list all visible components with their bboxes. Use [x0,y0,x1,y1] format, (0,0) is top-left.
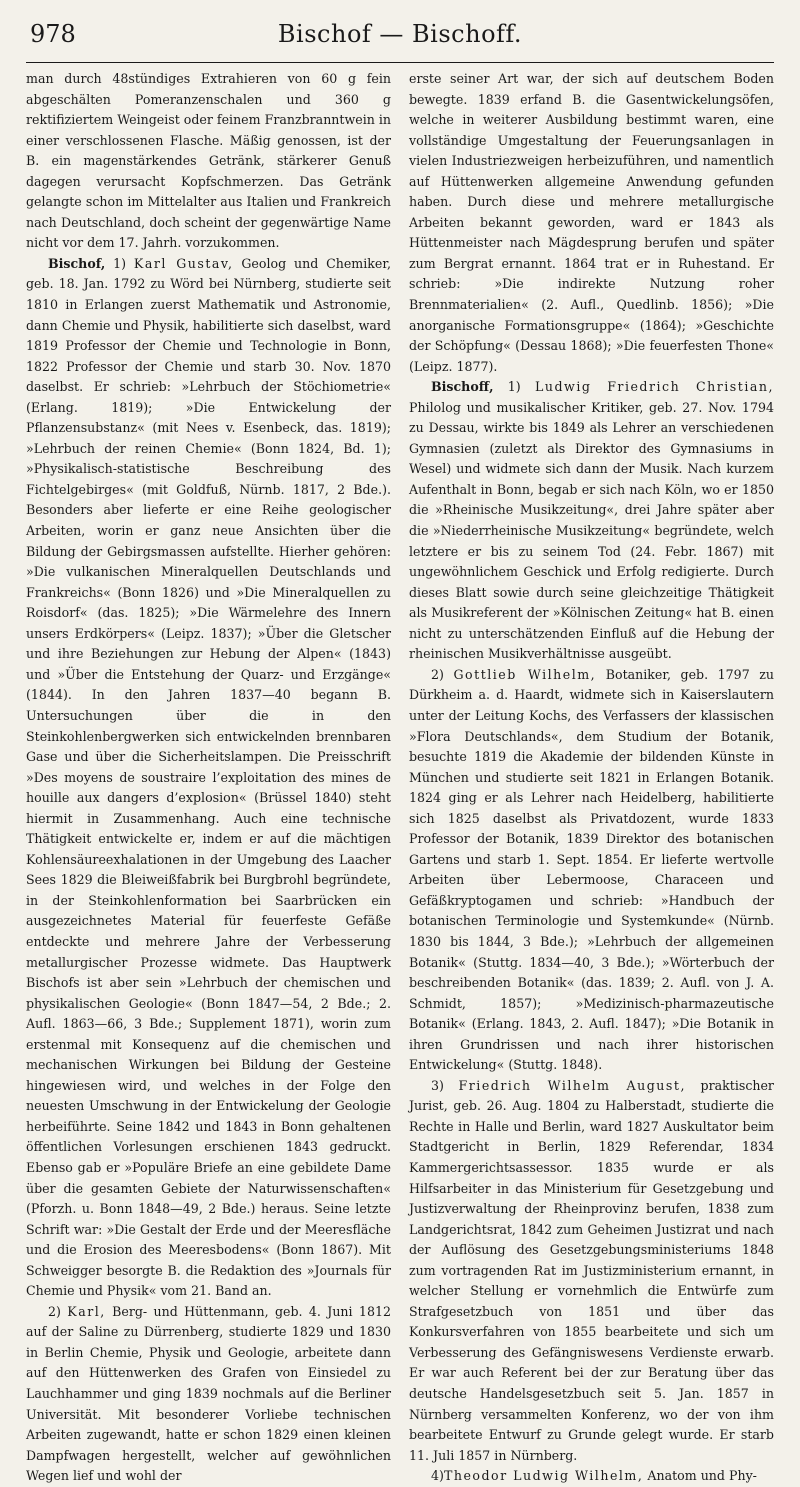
page-number: 978 [30,20,76,48]
person-name: Friedrich Wilhelm August, [458,1077,686,1093]
entry-text: Geolog und Chemiker, geb. 18. Jan. 1792 zu Wörd bei Nürnberg, studierte seit 1810 in Erlangen zuerst Mathematik und Astronomie, dann Chemie und Physik, habilitierte sich daselbst, ward 1819 Professor der Chemie und Technologie in Bonn, 1822 Professor der Chemie und starb 30. Nov. 1870 daselbst. Er schrieb: »Lehrbuch der Stöchiometrie« (Erlang. 1819); »Die Entwickelung der Pflanzensubstanz« (mit Nees v. Esenbeck, das. 1819); »Lehrbuch der reinen Chemie« (Bonn 1824, Bd. 1); »Physikalisch-statistische Beschreibung des Fichtelgebirges« (mit Goldfuß, Nürnb. 1817, 2 Bde.). Besonders aber lieferte er eine Reihe geologischer Arbeiten, worin er ganz neue Ansichten über die Bildung der Gebirgsmassen aufstellte. Hierher gehören: »Die vulkanischen Mineralquellen Deutschlands und Frankreichs« (Bonn 1826) und »Die Mineralquellen zu Roisdorf« (das. 1825); »Die Wärmelehre des Innern unsers Erdkörpers« (Leipz. 1837); »Über die Gletscher und ihre Beziehungen zur Hebung der Alpen« (1843) und »Über die Entstehung der Quarz- und Erzgänge« (1844). In den Jahren 1837—40 begann B. Untersuchungen über die in den Steinkohlenbergwerken sich entwickelnden brennbaren Gase und über die Sicherheitslampen. Die Preisschrift »Des moyens de soustraire l’exploitation des mines de houille aux dangers d’explosion« (Brüssel 1840) steht hiermit in Zusammenhang. Auch eine technische Thätigkeit entwickelte er, indem er auf die mächtigen Kohlensäureexhalationen in der Umgebung des Laacher Sees 1829 die Bleiweißfabrik bei Burgbrohl begründete, in der Steinkohlenformation bei Saarbrücken ein ausgezeichnetes Material für feuerfeste Gefäße entdeckte und mehrere Jahre der Verbesserung metallurgischer Prozesse widmete. Das Hauptwerk Bischofs ist aber sein »Lehrbuch der chemischen und physikalischen Geologie« (Bonn 1847—54, 2 Bde.; 2. Aufl. 1863—66, 3 Bde.; Supplement 1871), worin zum erstenmal mit Konsequenz auf die chemischen und mechanischen Wirkungen bei Bildung der Gesteine hingewiesen wird, und welches in der Folge den neuesten Umschwung in der Entwickelung der Geologie herbeiführte. Seine 1842 und 1843 in Bonn gehaltenen öffentlichen Vorlesungen erschienen 1843 gedruckt. Ebenso gab er »Populäre Briefe an eine gebildete Dame über die gesamten Gebiete der Naturwissenschaften« (Pforzh. u. Bonn 1848—49, 2 Bde.) heraus. Seine letzte Schrift war: »Die Gestalt der Erde und der Meeresfläche und die Erosion des Meeresbodens« (Bonn 1867). Mit Schweigger besorgte B. die Redaktion des »Journals für Chemie und Physik« vom 21. Band an. [26,255,391,1299]
text-columns [26,69,774,1487]
paragraph-text: erste seiner Art war, der sich auf deutschem Boden bewegte. 1839 erfand B. die Gasentwickelungsöfen, welche in weiterer Ausbildung bestimmt waren, eine vollständige Umgestaltung der Feuerungsanlagen in vielen Industriezweigen herbeizuführen, und namentlich auf Hüttenwerken allgemeine Anwendung gefunden haben. Durch diese und mehrere metallurgische Arbeiten bekannt geworden, ward er 1843 als Hüttenmeister nach Mägdesprung berufen und später zum Bergrat ernannt. 1864 trat er in Ruhestand. Er schrieb: »Die indirekte Nutzung roher Brennmaterialien« (2. Aufl., Quedlinb. 1856); »Die anorganische Formationsgruppe« (1864); »Geschichte der Schöpfung« (Dessau 1868); »Die feuerfesten Thone« (Leipz. 1877). [409,71,774,374]
continuation-paragraph [409,69,774,377]
right-column [409,69,774,1487]
entry-number: 2) [48,1303,61,1319]
entry-bischof-1 [26,254,391,1302]
continuation-paragraph [26,69,391,254]
headword: Bischof, [48,255,106,271]
entry-bischof-2 [26,1302,391,1487]
entry-number: 3) [431,1077,444,1093]
page-header [26,16,774,63]
entry-bischoff-1 [409,377,774,665]
entry-number: 1) [507,379,521,395]
person-name: Karl, [67,1303,106,1319]
entry-number: 2) [431,666,444,682]
entry-text: praktischer Jurist, geb. 26. Aug. 1804 zu Halberstadt, studierte die Rechte in Halle und Berlin, ward 1827 Auskultator beim Stadtgericht in Berlin, 1829 Referendar, 1834 Kammergerichtsassessor. 1835 wurde er als Hilfsarbeiter in das Ministerium für Gesetzgebung und Justizverwaltung der Rheinprovinz berufen, 1838 zum Landgerichtsrat, 1842 zum Geheimen Justizrat und nach der Auflösung des Gesetzgebungsministeriums 1848 zum vortragenden Rat im Justizministerium ernannt, in welcher Stellung er vornehmlich die Entwürfe zum Strafgesetzbuch von 1851 und über das Konkursverfahren von 1855 bearbeitete und sich um Verbesserung des Gefängniswesens Verdienste erwarb. Er war auch Referent bei der zur Beratung über das deutsche Handelsgesetzbuch seit 5. Jan. 1857 in Nürnberg versammelten Konferenz, wo der von ihm bearbeitete Entwurf zu Grunde gelegt wurde. Er starb 11. Juli 1857 in Nürnberg. [409,1077,774,1463]
entry-number: 4) [431,1468,444,1484]
paragraph-text: man durch 48stündiges Extrahieren von 60 g fein abgeschälten Pomeranzenschalen und 360 g rektifiziertem Weingeist oder feinem Franzbranntwein in einer verschlossenen Flasche. Mäßig genossen, ist der B. ein magenstärkendes Getränk, stärkerer Genuß dagegen verursacht Kopfschmerzen. Das Getränk gelangte schon im Mittelalter aus Italien und Frankreich nach Deutschland, doch scheint der gegenwärtige Name nicht vor dem 17. Jahrh. vorzukommen. [26,71,391,251]
entry-bischoff-3 [409,1076,774,1466]
entry-text: Philolog und musikalischer Kritiker, geb. 27. Nov. 1794 zu Dessau, wirkte bis 1849 als Lehrer an verschiedenen Gymnasien (zuletzt als Direktor des Gymnasiums in Wesel) und widmete sich dann der Musik. Nach kurzem Aufenthalt in Bonn, begab er sich nach Köln, wo er 1850 die »Rheinische Musikzeitung«, drei Jahre später aber die »Niederrheinische Musikzeitung« begründete, welch letztere er bis zu seinem Tod (24. Febr. 1867) mit ungewöhnlichem Geschick und Erfolg redigierte. Durch dieses Blatt sowie durch seine gleichzeitige Thätigkeit als Musikreferent der »Kölnischen Zeitung« hat B. einen nicht zu unterschätzenden Einfluß auf die Hebung der rheinischen Musikverhältnisse ausgeübt. [409,399,774,662]
person-name: Karl Gustav, [133,255,234,271]
running-head: Bischof — Bischoff. [277,20,523,48]
headword: Bischoff, [431,379,494,395]
entry-text: Anatom und Phy- [647,1468,757,1484]
person-name: Ludwig Friedrich Christian, [535,379,774,395]
person-name: Gottlieb Wilhelm, [453,666,597,682]
entry-bischoff-2 [409,665,774,1076]
entry-number: 1) [113,255,127,271]
person-name: Theodor Ludwig Wilhelm, [443,1468,644,1484]
entry-text: Botaniker, geb. 1797 zu Dürkheim a. d. Haardt, widmete sich in Kaiserslautern unter der Leitung Kochs, des Verfassers der klassischen »Flora Deutschlands«, dem Studium der Botanik, besuchte 1819 die Akademie der bildenden Künste in München und studierte seit 1821 in Erlangen Botanik. 1824 ging er als Lehrer nach Heidelberg, habilitierte sich 1825 daselbst als Privatdozent, wurde 1833 Professor der Botanik, 1839 Direktor des botanischen Gartens und starb 1. Sept. 1854. Er lieferte wertvolle Arbeiten über Lebermoose, Characeen und Gefäßkryptogamen und schrieb: »Handbuch der botanischen Terminologie und Systemkunde« (Nürnb. 1830 bis 1844, 3 Bde.); »Lehrbuch der allgemeinen Botanik« (Stuttg. 1834—40, 3 Bde.); »Wörterbuch der beschreibenden Botanik« (das. 1839; 2. Aufl. von J. A. Schmidt, 1857); »Medizinisch-pharmazeutische Botanik« (Erlang. 1843, 2. Aufl. 1847); »Die Botanik in ihren Grundrissen und nach ihrer historischen Entwickelung« (Stuttg. 1848). [409,666,774,1073]
entry-text: Berg- und Hüttenmann, geb. 4. Juni 1812 auf der Saline zu Dürrenberg, studierte 1829 und 1830 in Berlin Chemie, Physik und Geologie, arbeitete dann auf den Hüttenwerken des Grafen von Einsiedel zu Lauchhammer und ging 1839 nochmals auf die Berliner Universität. Mit besonderer Vorliebe technischen Arbeiten zugewandt, hatte er schon 1829 einen kleinen Dampfwagen hergestellt, welcher auf gewöhnlichen Wegen lief und wohl der [26,1303,391,1484]
entry-bischoff-4 [409,1466,774,1487]
left-column [26,69,391,1487]
